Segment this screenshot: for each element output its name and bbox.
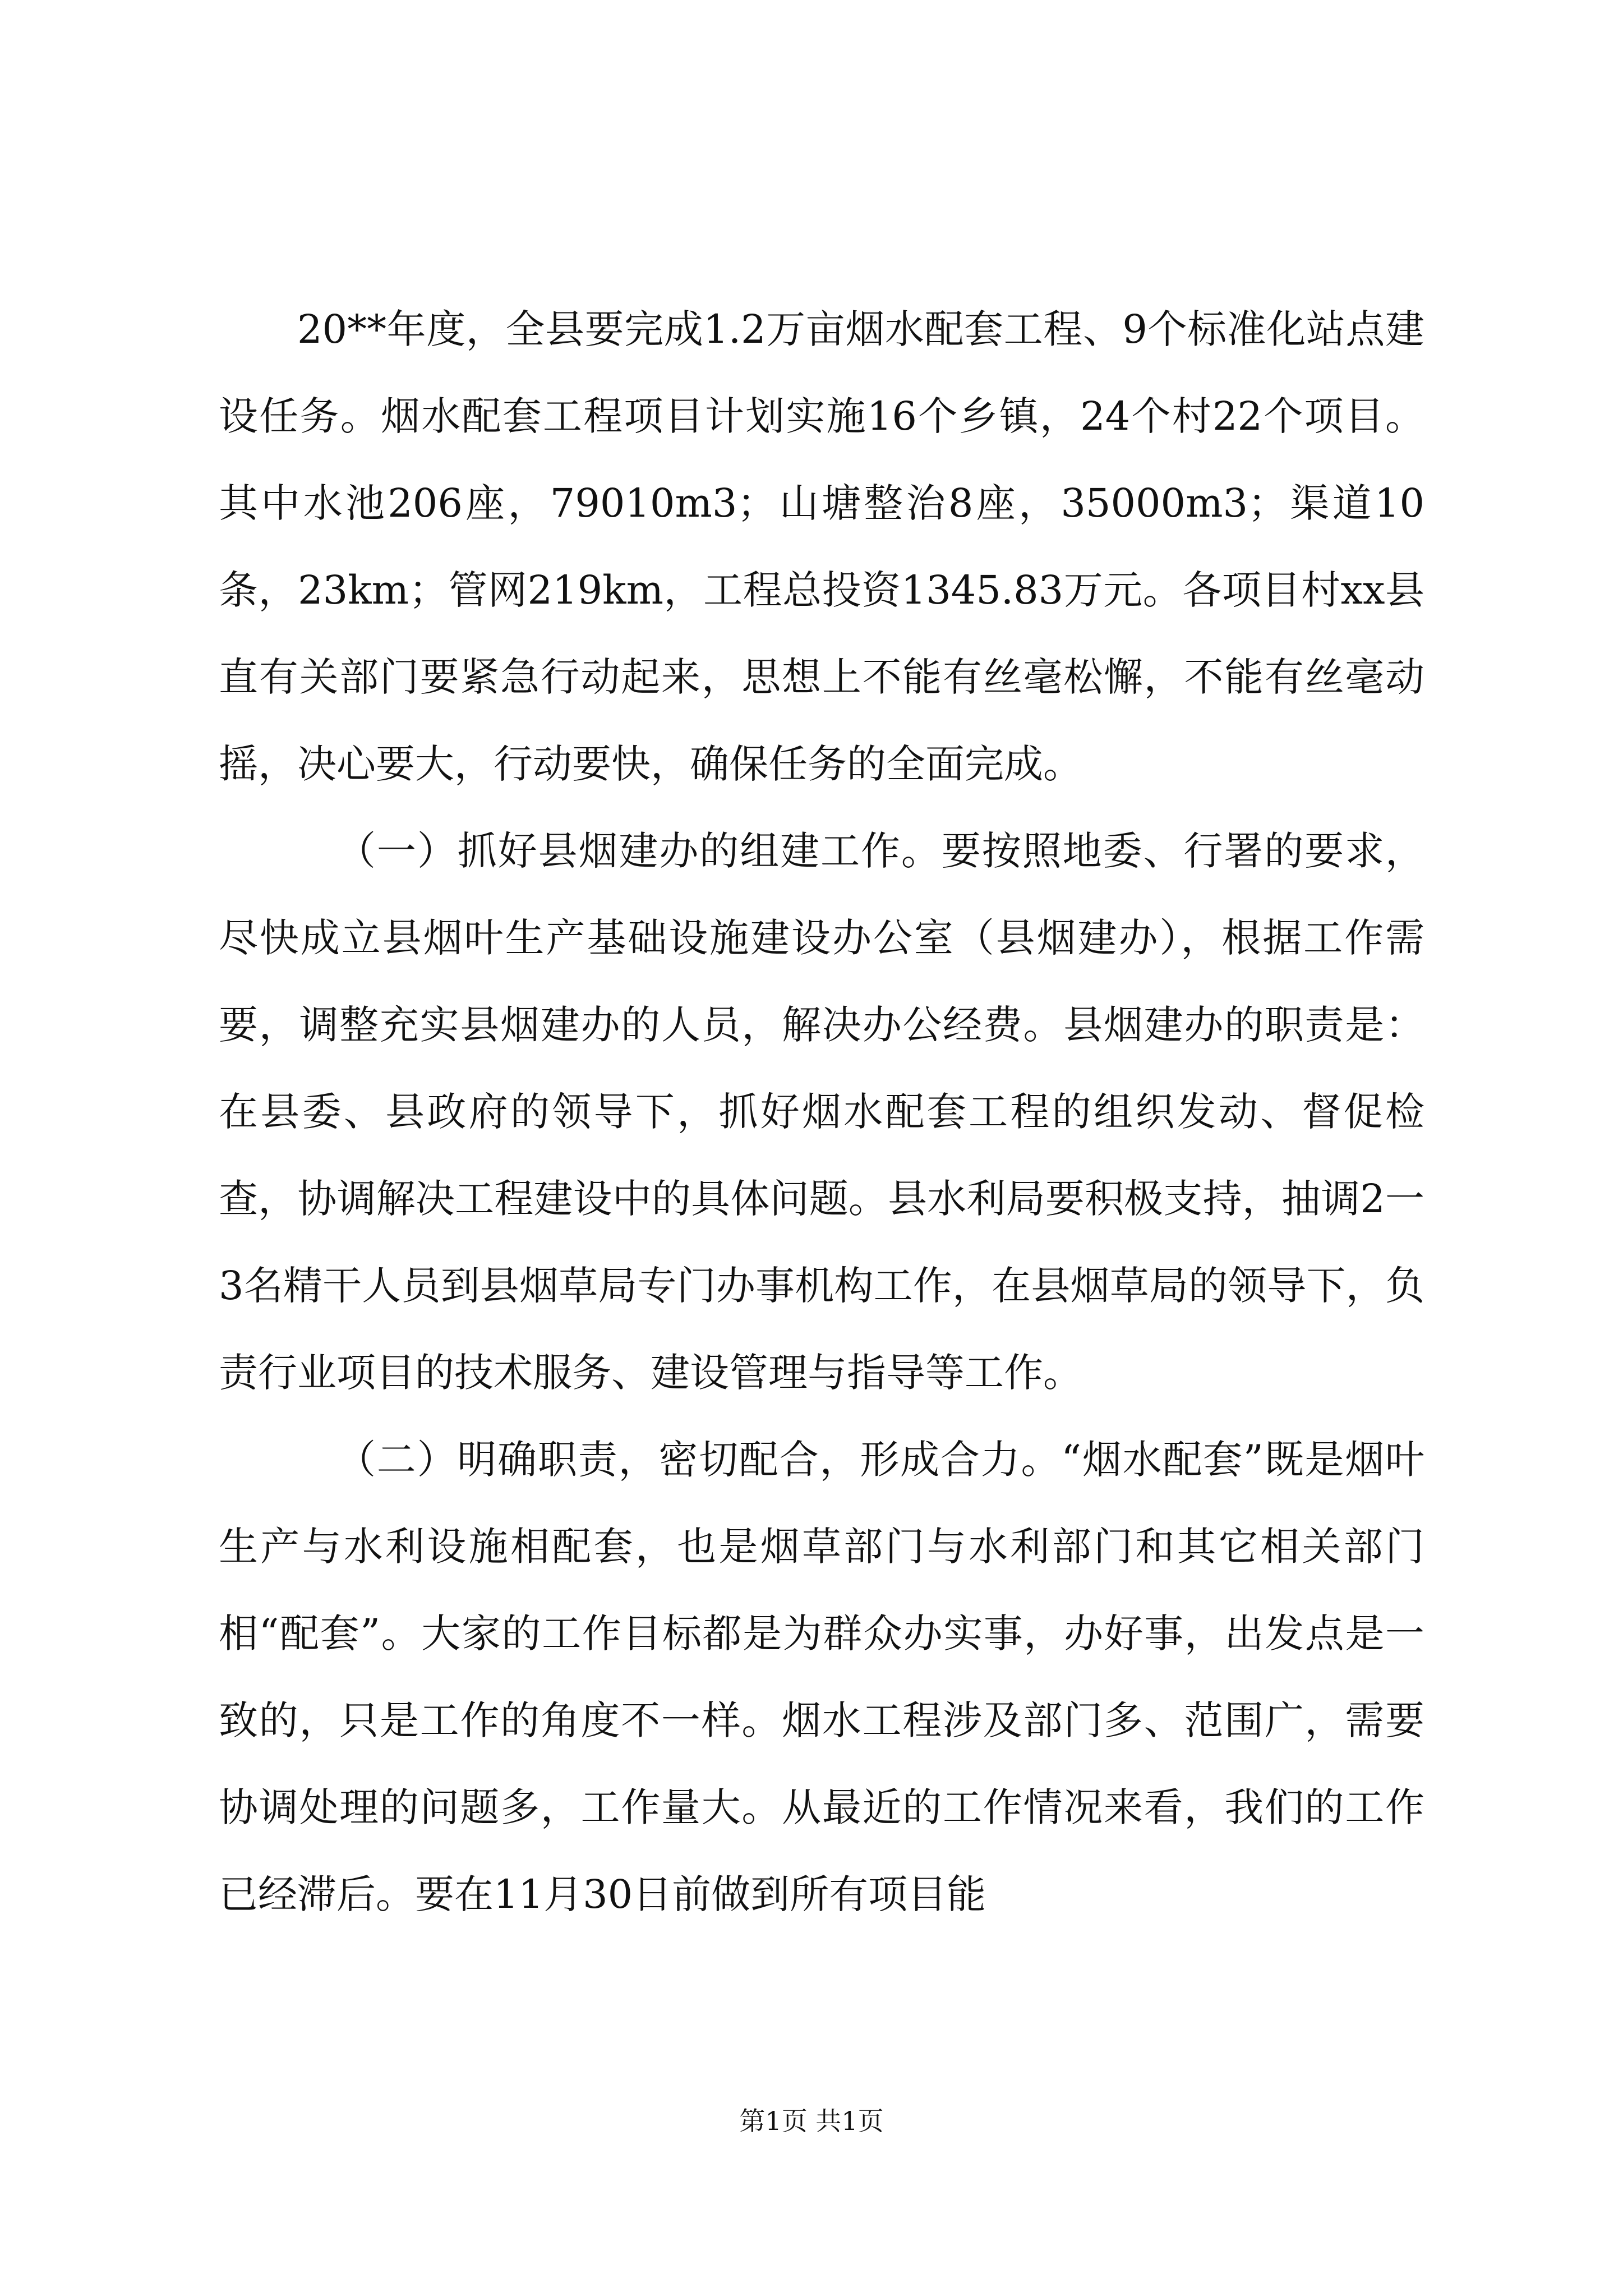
- paragraph-section-one: （一）抓好县烟建办的组建工作。要按照地委、行署的要求，尽快成立县烟叶生产基础设施建设办公室（县烟建办），根据工作需要，调整充实县烟建办的人员，解决办公经费。县烟建办的职责是：在县委、县政府的领导下，抓好烟水配套工程的组织发动、督促检查，协调解决工程建设中的具体问题。县水利局要积极支持，抽调2一3名精干人员到县烟草局专门办事机构工作，在县烟草局的领导下，负责行业项目的技术服务、建设管理与指导等工作。: [219, 828, 1424, 1396]
- document-body: [219, 286, 1424, 1938]
- page-footer: 第1页 共1页: [739, 2106, 884, 2136]
- paragraph-section-two: （二）明确职责，密切配合，形成合力。“烟水配套”既是烟叶生产与水利设施相配套，也是烟草部门与水利部门和其它相关部门相“配套”。大家的工作目标都是为群众办实事，办好事，出发点是一致的，只是工作的角度不一样。烟水工程涉及部门多、范围广，需要协调处理的问题多，工作量大。从最近的工作情况来看，我们的工作已经滞后。要在11月30日前做到所有项目能: [219, 1437, 1424, 1917]
- paragraph-task-overview: 20**年度，全县要完成1.2万亩烟水配套工程、9个标准化站点建设任务。烟水配套工程项目计划实施16个乡镇，24个村22个项目。其中水池206座，79010m3；山塘整治8座，35000m3；渠道10条，23km；管网219km，工程总投资1345.83万元。各项目村xx县直有关部门要紧急行动起来，思想上不能有丝毫松懈，不能有丝毫动摇，决心要大，行动要快，确保任务的全面完成。: [219, 306, 1424, 787]
